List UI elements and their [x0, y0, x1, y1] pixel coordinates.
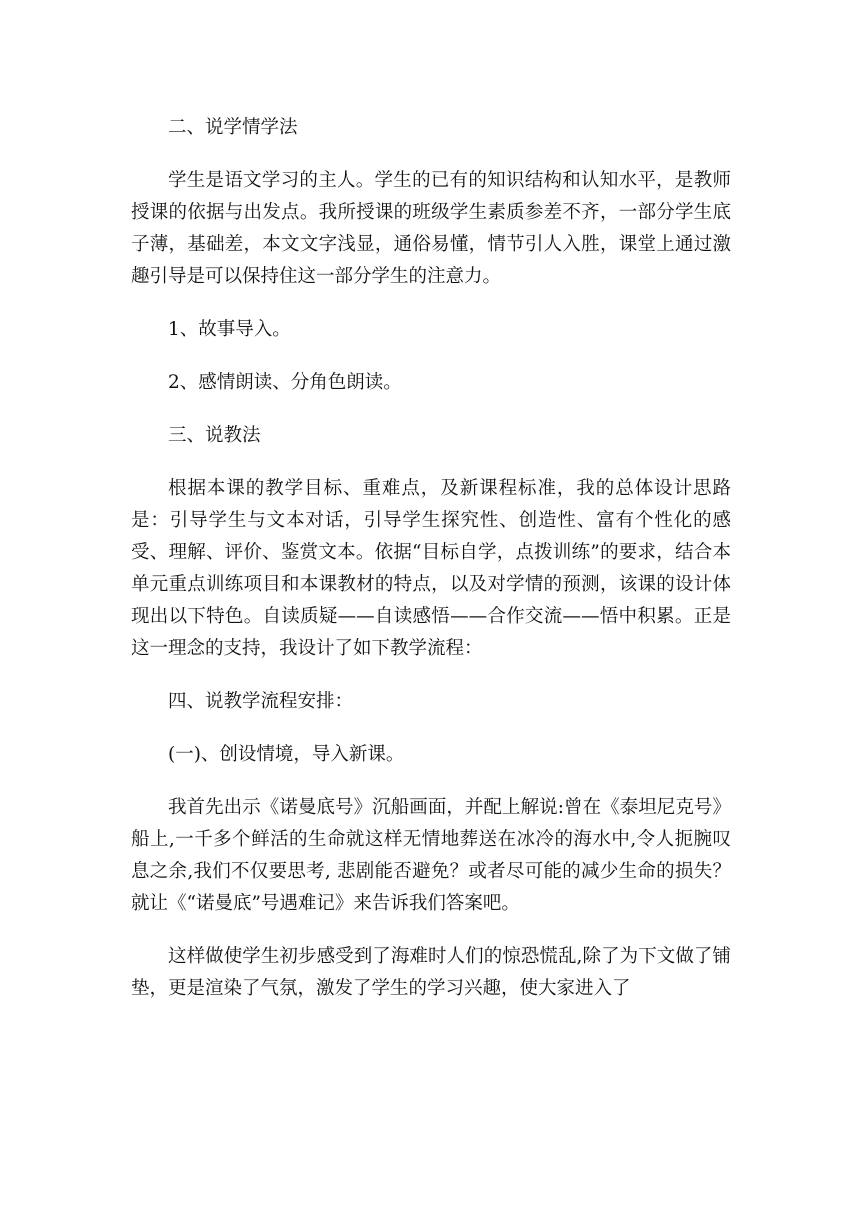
- paragraph-student-analysis: 学生是语文学习的主人。学生的已有的知识结构和认知水平，是教师授课的依据与出发点。我所授课的班级学生素质参差不齐，一部分学生底子薄，基础差，本文文字浅显，通俗易懂，情节引人入胜，课堂上通过激趣引导是可以保持住这一部分学生的注意力。: [131, 170, 731, 287]
- list-item-story-intro: 1、故事导入。: [168, 319, 291, 340]
- paragraph-intro-scenario: 我首先出示《诺曼底号》沉船画面，并配上解说:曾在《泰坦尼克号》船上,一千多个鲜活的生命就这样无情地葬送在冰冷的海水中,令人扼腕叹息之余,我们不仅要思考, 悲剧能否避免？或者尽可能的减少生命的损失？就让《“诺曼底”号遇难记》来告诉我们答案吧。: [131, 797, 731, 914]
- section-heading-teaching-method: 三、说教法: [168, 425, 261, 446]
- document-body: [131, 112, 731, 1026]
- list-item-reading: 2、感情朗读、分角色朗读。: [168, 372, 402, 393]
- section-heading-process: 四、说教学流程安排：: [168, 691, 354, 712]
- paragraph-design-idea: 根据本课的教学目标、重难点，及新课程标准，我的总体设计思路是：引导学生与文本对话，引导学生探究性、创造性、富有个性化的感受、理解、评价、鉴赏文本。依据“目标自学，点拨训练”的要求，结合本单元重点训练项目和本课教材的特点，以及对学情的预测，该课的设计体现出以下特色。自读质疑——自读感悟——合作交流——悟中积累。正是这一理念的支持，我设计了如下教学流程：: [131, 478, 731, 659]
- paragraph-intro-effect: 这样做使学生初步感受到了海难时人们的惊恐慌乱,除了为下文做了铺垫，更是渲染了气氛，激发了学生的学习兴趣，使大家进入了: [131, 946, 731, 999]
- subsection-heading-intro: (一)、创设情境，导入新课。: [168, 744, 405, 765]
- section-heading-learning: 二、说学情学法: [168, 117, 298, 138]
